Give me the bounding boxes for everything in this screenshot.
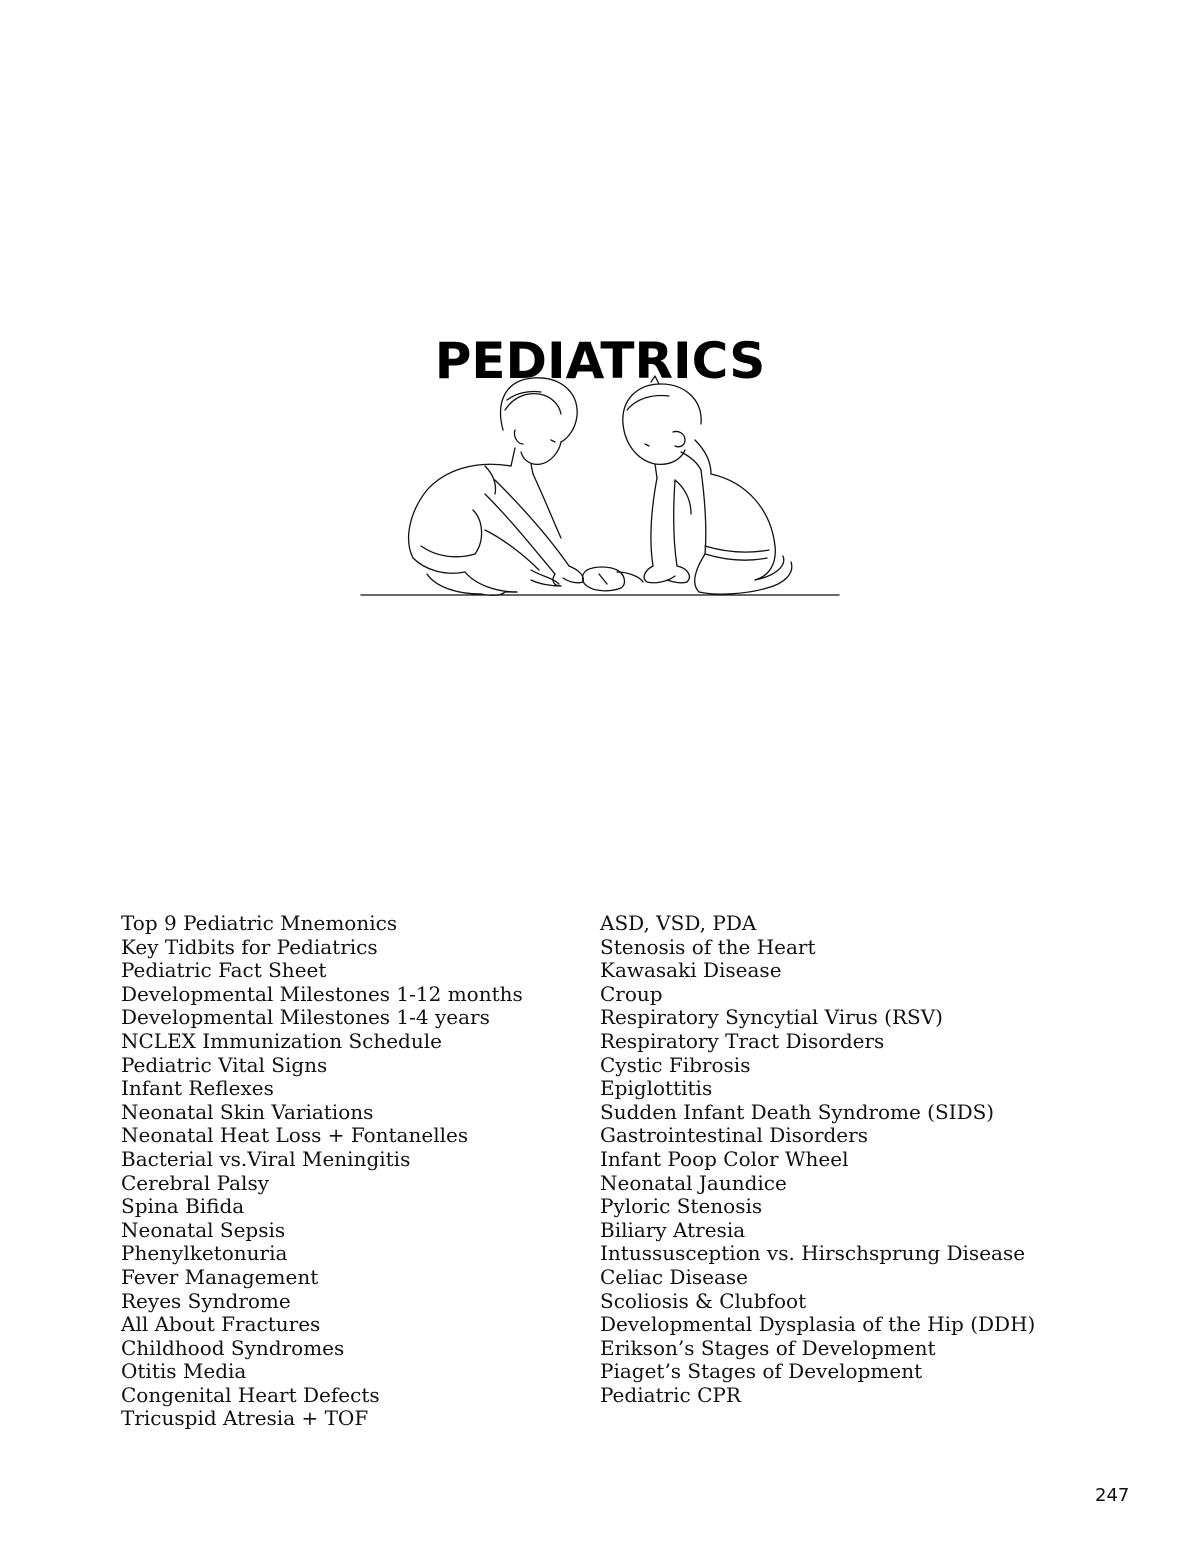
toc-left-column	[121, 912, 523, 1431]
toc-item: Tricuspid Atresia + TOF	[121, 1406, 369, 1431]
toc-item: Congenital Heart Defects	[121, 1382, 380, 1407]
toc-item: Top 9 Pediatric Mnemonics	[121, 911, 398, 935]
toc-right-column	[600, 912, 1035, 1407]
page-number: 247	[1095, 1485, 1130, 1506]
toc-item: Reyes Syndrome	[121, 1288, 291, 1313]
toc-item: Neonatal Sepsis	[121, 1217, 286, 1242]
toc-item: Cystic Fibrosis	[600, 1052, 751, 1077]
children-playing-illustration-icon	[355, 370, 845, 610]
toc-item: Gastrointestinal Disorders	[600, 1123, 868, 1148]
toc-item: Epiglottitis	[600, 1076, 713, 1101]
toc-item: Cerebral Palsy	[121, 1170, 270, 1195]
toc-item: Intussusception vs. Hirschsprung Disease	[600, 1241, 1026, 1266]
toc-item: NCLEX Immunization Schedule	[121, 1028, 442, 1053]
toc-item: Celiac Disease	[600, 1264, 748, 1289]
toc-item: Piaget’s Stages of Development	[600, 1359, 923, 1384]
toc-item: Infant Reflexes	[121, 1076, 274, 1101]
toc-item: Infant Poop Color Wheel	[600, 1146, 849, 1171]
toc-item: All About Fractures	[121, 1312, 321, 1337]
toc-item: Developmental Milestones 1-12 months	[121, 981, 523, 1006]
toc-item: Biliary Atresia	[600, 1217, 746, 1242]
toc-item: Kawasaki Disease	[600, 958, 782, 983]
toc-item: Phenylketonuria	[121, 1241, 288, 1266]
toc-item: Spina Bifida	[121, 1194, 245, 1219]
toc-item: Neonatal Jaundice	[600, 1170, 787, 1195]
toc-item: Stenosis of the Heart	[600, 934, 816, 959]
toc-item: Childhood Syndromes	[121, 1335, 345, 1360]
toc-item: Neonatal Skin Variations	[121, 1099, 374, 1124]
toc-item: Sudden Infant Death Syndrome (SIDS)	[600, 1099, 995, 1124]
page-title: PEDIATRICS	[434, 331, 766, 390]
toc-item: Bacterial vs.Viral Meningitis	[121, 1146, 411, 1171]
toc-item: Developmental Milestones 1-4 years	[121, 1005, 490, 1030]
toc-item: ASD, VSD, PDA	[600, 911, 757, 935]
toc-item: Pediatric Vital Signs	[121, 1052, 328, 1077]
toc-item: Respiratory Syncytial Virus (RSV)	[600, 1005, 943, 1030]
toc-item: Otitis Media	[121, 1359, 247, 1384]
toc-item: Pediatric Fact Sheet	[121, 958, 327, 983]
toc-item: Erikson’s Stages of Development	[600, 1335, 936, 1360]
toc-item: Pediatric CPR	[600, 1382, 741, 1407]
toc-item: Developmental Dysplasia of the Hip (DDH)	[600, 1312, 1036, 1337]
toc-item: Croup	[600, 981, 663, 1006]
toc-item: Key Tidbits for Pediatrics	[121, 934, 378, 959]
toc-item: Neonatal Heat Loss + Fontanelles	[121, 1123, 469, 1148]
toc-item: Fever Management	[121, 1264, 319, 1289]
toc-item: Pyloric Stenosis	[600, 1194, 763, 1219]
toc-item: Respiratory Tract Disorders	[600, 1028, 885, 1053]
toc-item: Scoliosis & Clubfoot	[600, 1288, 807, 1313]
